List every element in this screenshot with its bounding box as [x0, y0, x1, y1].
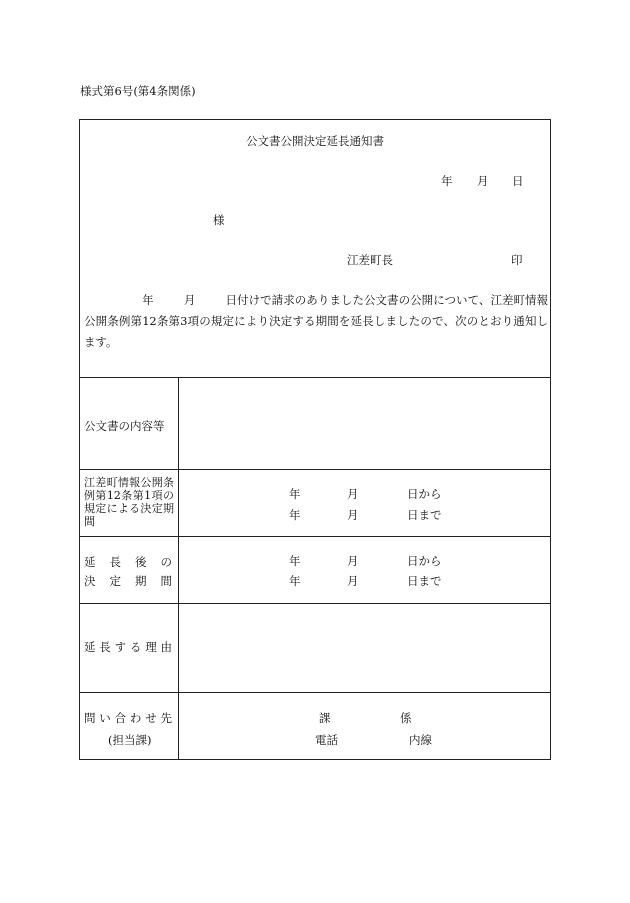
- contact-department-label: (担当課): [108, 733, 152, 747]
- contact-extension: 内線: [409, 733, 432, 747]
- extended-to-year: 年: [289, 574, 301, 588]
- extended-period-label-line1: 延長後の: [84, 555, 172, 569]
- row-divider-3: [79, 603, 551, 604]
- extended-from-month: 月: [347, 554, 359, 568]
- decision-to-day: 日まで: [407, 508, 442, 522]
- table-divider-top: [79, 377, 551, 378]
- date-year: 年: [441, 174, 453, 188]
- decision-from-day: 日から: [407, 487, 442, 501]
- extended-from-day: 日から: [407, 554, 442, 568]
- date-month: 月: [477, 174, 489, 188]
- notice-body: [84, 290, 548, 353]
- contact-phone: 電話: [315, 733, 338, 747]
- notice-frame: [79, 119, 551, 760]
- body-month: 月: [183, 293, 196, 307]
- column-divider: [178, 378, 179, 760]
- document-title: 公文書公開決定延長通知書: [246, 134, 384, 148]
- form-number: 様式第6号(第4条関係): [80, 84, 196, 98]
- decision-period-label: 江差町情報公開条例第12条第1項の規定による決定期間: [84, 476, 174, 528]
- decision-from-month: 月: [347, 487, 359, 501]
- decision-to-month: 月: [347, 508, 359, 522]
- decision-from-year: 年: [289, 487, 301, 501]
- extended-period-label-line2: 決定期間: [84, 574, 172, 588]
- content-label: 公文書の内容等: [84, 419, 165, 433]
- extended-from-year: 年: [289, 554, 301, 568]
- reason-label: 延長する理由: [84, 640, 172, 654]
- contact-section: 課: [319, 711, 331, 725]
- seal-mark: 印: [511, 253, 523, 267]
- extended-to-day: 日まで: [407, 574, 442, 588]
- contact-staff: 係: [400, 711, 412, 725]
- body-text: 日付けで請求のありました公文書の公開について、江差町情報公開条例第12条第3項の規定により決定する期間を延長しましたので、次のとおり通知します。: [84, 293, 548, 349]
- contact-label: 問い合わせ先: [84, 711, 172, 725]
- row-divider-1: [79, 469, 551, 470]
- date-day: 日: [512, 174, 524, 188]
- decision-to-year: 年: [289, 508, 301, 522]
- sender-name: 江差町長: [347, 253, 393, 267]
- row-divider-4: [79, 692, 551, 693]
- extended-to-month: 月: [347, 574, 359, 588]
- row-divider-2: [79, 536, 551, 537]
- body-year: 年: [142, 293, 154, 307]
- recipient-suffix: 様: [213, 213, 225, 227]
